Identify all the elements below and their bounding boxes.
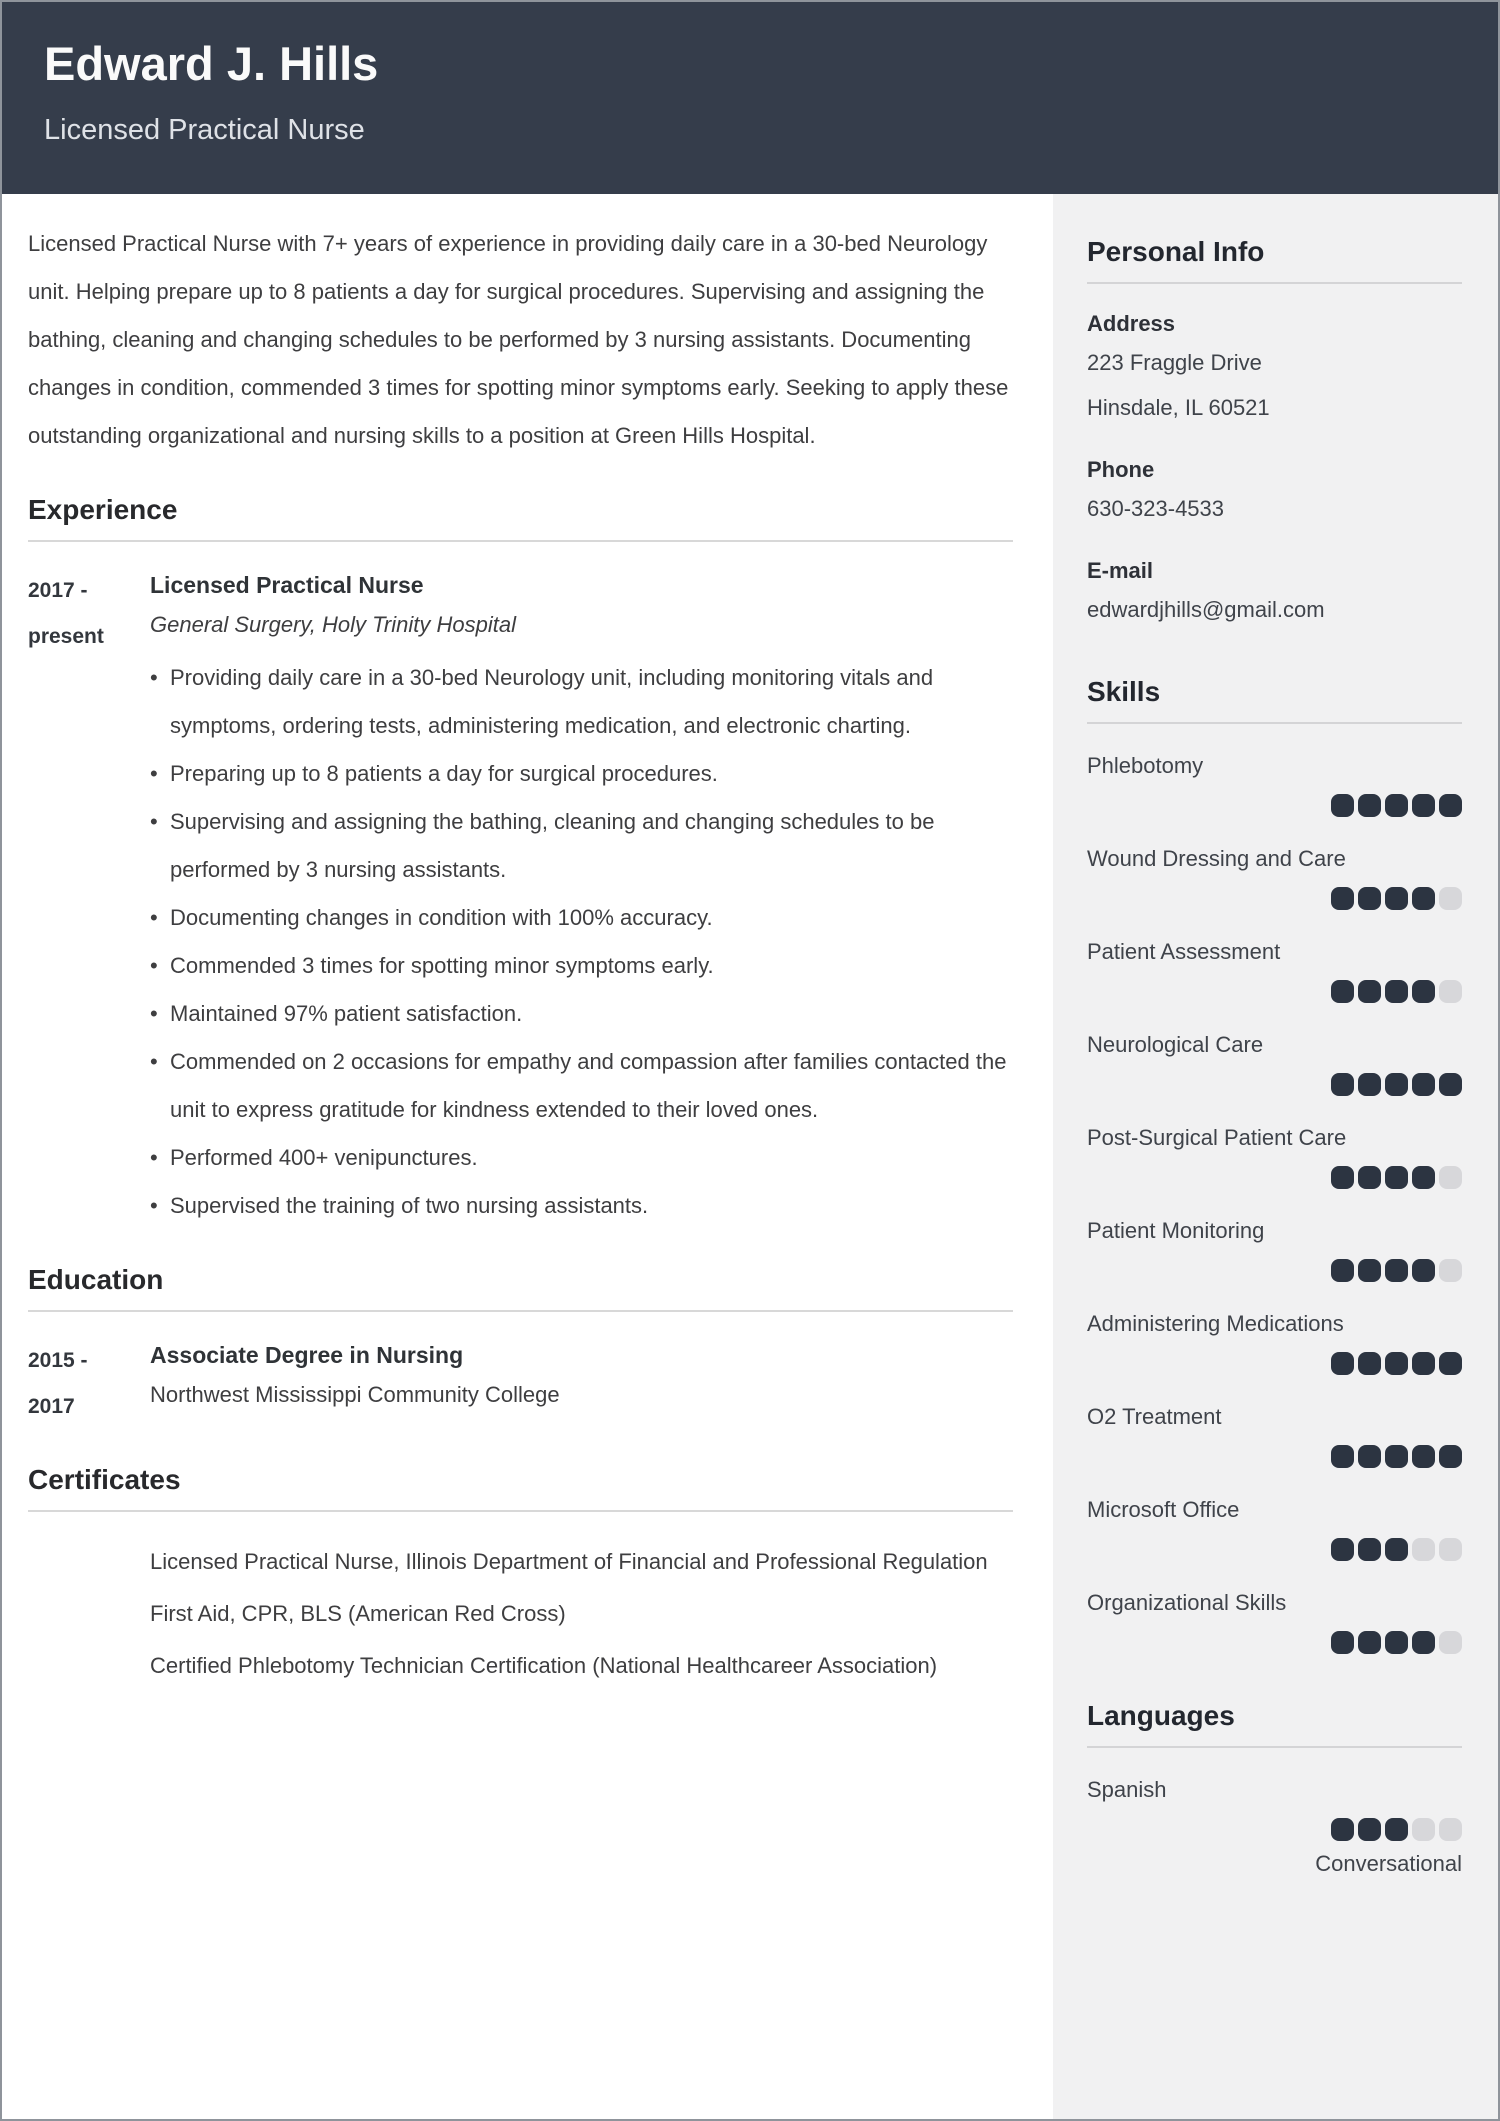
rating-dot <box>1331 1818 1354 1841</box>
rating-dot <box>1358 1445 1381 1468</box>
skill-item <box>1087 1308 1462 1375</box>
language-level: Conversational <box>1315 1851 1462 1876</box>
certificates-dates-spacer <box>28 1538 150 1694</box>
language-item <box>1087 1774 1462 1877</box>
skill-rating <box>1087 1259 1462 1282</box>
skill-rating <box>1087 1445 1462 1468</box>
experience-bullet: • Performed 400+ venipunctures. <box>150 1134 1013 1182</box>
language-name: Spanish <box>1087 1777 1167 1802</box>
rating-dot <box>1412 1445 1435 1468</box>
rating-dot <box>1331 980 1354 1003</box>
rating-dot <box>1412 1631 1435 1654</box>
rating-dot <box>1358 887 1381 910</box>
experience-employer: General Surgery, Holy Trinity Hospital <box>150 612 516 637</box>
rating-dot <box>1439 980 1462 1003</box>
rating-dot <box>1439 1259 1462 1282</box>
skill-rating <box>1087 1352 1462 1375</box>
rating-dot <box>1385 1538 1408 1561</box>
personal-info-section <box>1087 236 1462 632</box>
rating-dot <box>1385 1445 1408 1468</box>
certificates-list <box>150 1538 1013 1694</box>
rating-dot <box>1385 794 1408 817</box>
experience-entry <box>28 568 1013 1230</box>
rating-dot <box>1439 1352 1462 1375</box>
education-dates <box>28 1338 150 1430</box>
certificates-entry <box>28 1538 1013 1694</box>
skill-item <box>1087 1587 1462 1654</box>
rating-dot <box>1385 1073 1408 1096</box>
rating-dot <box>1331 1352 1354 1375</box>
certificate-item: Licensed Practical Nurse, Illinois Department of Financial and Professional Regulation <box>150 1549 988 1574</box>
personal-info-field-email <box>1087 555 1462 632</box>
education-entry-body <box>150 1338 1013 1430</box>
address-line: 223 Fraggle Drive <box>1087 350 1262 375</box>
rating-dot <box>1412 1166 1435 1189</box>
email-value: edwardjhills@gmail.com <box>1087 597 1325 622</box>
education-degree: Associate Degree in Nursing <box>150 1342 464 1368</box>
rating-dot <box>1412 1818 1435 1841</box>
rating-dot <box>1439 1073 1462 1096</box>
skill-item <box>1087 843 1462 910</box>
skill-name: Neurological Care <box>1087 1032 1264 1057</box>
rating-dot <box>1439 1538 1462 1561</box>
rating-dot <box>1412 980 1435 1003</box>
skill-item <box>1087 1029 1462 1096</box>
rating-dot <box>1439 1445 1462 1468</box>
content-columns <box>2 194 1498 2119</box>
personal-info-heading: Personal Info <box>1087 236 1462 284</box>
rating-dot <box>1385 1352 1408 1375</box>
summary-text: Licensed Practical Nurse with 7+ years of experience in providing daily care in a 30-bed Neurology unit. Helping prepare up to 8 patients a day for surgical procedures. Supervising and assigning the bathing, cleaning and changing schedules to be performed by 3 nursing assistants. Documenting changes in condition, commended 3 times for spotting minor symptoms early. Seeking to apply these outstanding organizational and nursing skills to a position at Green Hills Hospital. <box>28 231 1009 448</box>
education-school: Northwest Mississippi Community College <box>150 1382 560 1407</box>
skill-name: Microsoft Office <box>1087 1497 1240 1522</box>
rating-dot <box>1385 1818 1408 1841</box>
rating-dot <box>1385 980 1408 1003</box>
skill-rating <box>1087 1073 1462 1096</box>
skill-item <box>1087 1401 1462 1468</box>
skill-rating <box>1087 1538 1462 1561</box>
candidate-job-title: Licensed Practical Nurse <box>44 114 365 146</box>
skill-name: Organizational Skills <box>1087 1590 1287 1615</box>
skill-name: Post-Surgical Patient Care <box>1087 1125 1347 1150</box>
experience-dates <box>28 568 150 1230</box>
skill-rating <box>1087 1631 1462 1654</box>
resume-header <box>2 2 1498 194</box>
languages-heading: Languages <box>1087 1700 1462 1748</box>
phone-value: 630-323-4533 <box>1087 496 1225 521</box>
rating-dot <box>1385 1166 1408 1189</box>
rating-dot <box>1412 887 1435 910</box>
rating-dot <box>1439 1631 1462 1654</box>
rating-dot <box>1412 1073 1435 1096</box>
rating-dot <box>1331 1445 1354 1468</box>
education-date-start: 2015 - <box>28 1349 88 1372</box>
experience-bullet: • Maintained 97% patient satisfaction. <box>150 990 1013 1038</box>
rating-dot <box>1358 1631 1381 1654</box>
rating-dot <box>1385 1631 1408 1654</box>
section-certificates <box>28 1464 1013 1694</box>
rating-dot <box>1358 980 1381 1003</box>
rating-dot <box>1412 1352 1435 1375</box>
experience-bullet: • Providing daily care in a 30-bed Neurology unit, including monitoring vitals and symptoms, ordering tests, administering medication, and electronic charting. <box>150 654 1013 750</box>
experience-bullet: • Commended 3 times for spotting minor symptoms early. <box>150 942 1013 990</box>
skill-name: Patient Monitoring <box>1087 1218 1265 1243</box>
rating-dot <box>1439 1818 1462 1841</box>
skill-name: Patient Assessment <box>1087 939 1281 964</box>
skill-rating <box>1087 794 1462 817</box>
sidebar-column <box>1053 194 1498 2119</box>
skill-item <box>1087 936 1462 1003</box>
rating-dot <box>1358 794 1381 817</box>
rating-dot <box>1331 1166 1354 1189</box>
email-label: E-mail <box>1087 558 1154 583</box>
rating-dot <box>1331 794 1354 817</box>
experience-bullet: • Supervised the training of two nursing assistants. <box>150 1182 1013 1230</box>
rating-dot <box>1439 794 1462 817</box>
experience-bullet: • Supervising and assigning the bathing, cleaning and changing schedules to be performed by 3 nursing assistants. <box>150 798 1013 894</box>
language-rating <box>1087 1818 1462 1841</box>
section-experience <box>28 494 1013 1230</box>
skill-name: Phlebotomy <box>1087 753 1204 778</box>
rating-dot <box>1331 1631 1354 1654</box>
main-column <box>2 194 1053 2119</box>
education-heading: Education <box>28 1264 1013 1312</box>
skill-rating <box>1087 980 1462 1003</box>
rating-dot <box>1331 1538 1354 1561</box>
skills-section <box>1087 676 1462 1654</box>
skill-name: O2 Treatment <box>1087 1404 1222 1429</box>
section-education <box>28 1264 1013 1430</box>
certificate-item: Certified Phlebotomy Technician Certification (National Healthcareer Association) <box>150 1653 938 1678</box>
experience-entry-body <box>150 568 1013 1230</box>
experience-bullet: • Commended on 2 occasions for empathy and compassion after families contacted the unit to express gratitude for kindness extended to their loved ones. <box>150 1038 1013 1134</box>
rating-dot <box>1412 1538 1435 1561</box>
rating-dot <box>1358 1259 1381 1282</box>
certificates-heading: Certificates <box>28 1464 1013 1512</box>
rating-dot <box>1358 1073 1381 1096</box>
rating-dot <box>1331 1073 1354 1096</box>
experience-date-end: present <box>28 625 104 648</box>
skill-rating <box>1087 887 1462 910</box>
experience-bullet-list <box>150 654 1013 1230</box>
certificate-item: First Aid, CPR, BLS (American Red Cross) <box>150 1601 566 1626</box>
rating-dot <box>1412 794 1435 817</box>
experience-heading: Experience <box>28 494 1013 542</box>
rating-dot <box>1412 1259 1435 1282</box>
rating-dot <box>1331 1259 1354 1282</box>
phone-label: Phone <box>1087 457 1155 482</box>
skills-heading: Skills <box>1087 676 1462 724</box>
skill-item <box>1087 750 1462 817</box>
address-label: Address <box>1087 311 1176 336</box>
education-date-end: 2017 <box>28 1395 75 1418</box>
rating-dot <box>1439 887 1462 910</box>
skill-item <box>1087 1122 1462 1189</box>
skill-item <box>1087 1494 1462 1561</box>
experience-date-start: 2017 - <box>28 579 88 602</box>
experience-bullet: • Documenting changes in condition with 100% accuracy. <box>150 894 1013 942</box>
candidate-name: Edward J. Hills <box>44 37 379 90</box>
rating-dot <box>1358 1166 1381 1189</box>
rating-dot <box>1358 1538 1381 1561</box>
rating-dot <box>1358 1352 1381 1375</box>
personal-info-field-phone <box>1087 454 1462 531</box>
rating-dot <box>1358 1818 1381 1841</box>
personal-info-field-address <box>1087 308 1462 430</box>
address-line: Hinsdale, IL 60521 <box>1087 395 1270 420</box>
rating-dot <box>1331 887 1354 910</box>
rating-dot <box>1439 1166 1462 1189</box>
experience-job-title: Licensed Practical Nurse <box>150 572 424 598</box>
skill-name: Administering Medications <box>1087 1311 1344 1336</box>
education-entry <box>28 1338 1013 1430</box>
skill-rating <box>1087 1166 1462 1189</box>
rating-dot <box>1385 887 1408 910</box>
experience-bullet: • Preparing up to 8 patients a day for surgical procedures. <box>150 750 1013 798</box>
skill-name: Wound Dressing and Care <box>1087 846 1346 871</box>
languages-section <box>1087 1700 1462 1877</box>
rating-dot <box>1385 1259 1408 1282</box>
skill-item <box>1087 1215 1462 1282</box>
